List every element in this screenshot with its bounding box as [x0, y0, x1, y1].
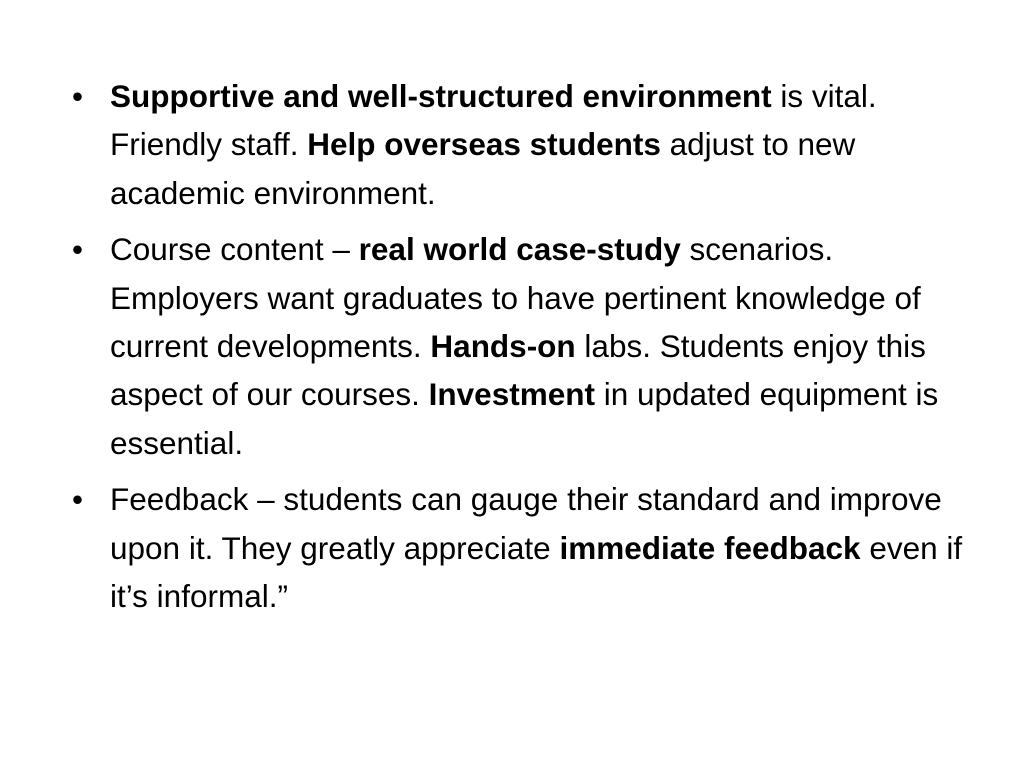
bullet-text-normal: Feedback – students can gauge their standard and improve upon it. They greatly appreciate — [110, 481, 942, 566]
bullet-text-bold: real world case-study — [358, 231, 681, 268]
bullet-item-feedback — [70, 475, 970, 620]
bullet-marker: • — [72, 231, 84, 268]
bullet-text — [110, 78, 877, 211]
bullet-text-bold: Help overseas students — [307, 126, 661, 163]
bullet-text-bold: immediate feedback — [559, 529, 861, 566]
bullet-text-bold: Supportive and well-structured environment — [110, 78, 772, 114]
bullet-item-course-content — [70, 225, 970, 467]
bullet-text-bold: Hands-on — [430, 328, 576, 365]
bullet-text-normal: adjust to new academic environment. — [110, 126, 856, 211]
bullet-text — [110, 231, 938, 461]
bullet-item-environment — [70, 72, 970, 217]
bullet-text-normal: even if it’s informal.” — [110, 529, 963, 615]
bullet-text-bold: Investment — [428, 376, 595, 413]
bullet-text-normal: Course content – — [110, 231, 359, 268]
bullet-text-normal: is vital. Friendly staff. — [110, 78, 877, 163]
bullet-text — [110, 481, 962, 614]
bullet-text-normal: scenarios. Employers want graduates to have pertinent knowledge of current developments. — [110, 231, 921, 365]
bullet-marker: • — [72, 481, 84, 518]
bullet-text-normal: labs. Students enjoy this aspect of our courses. — [110, 328, 926, 413]
bullet-marker: • — [72, 78, 84, 114]
bullet-text-normal: in updated equipment is essential. — [110, 376, 939, 461]
bullet-list — [70, 72, 970, 628]
